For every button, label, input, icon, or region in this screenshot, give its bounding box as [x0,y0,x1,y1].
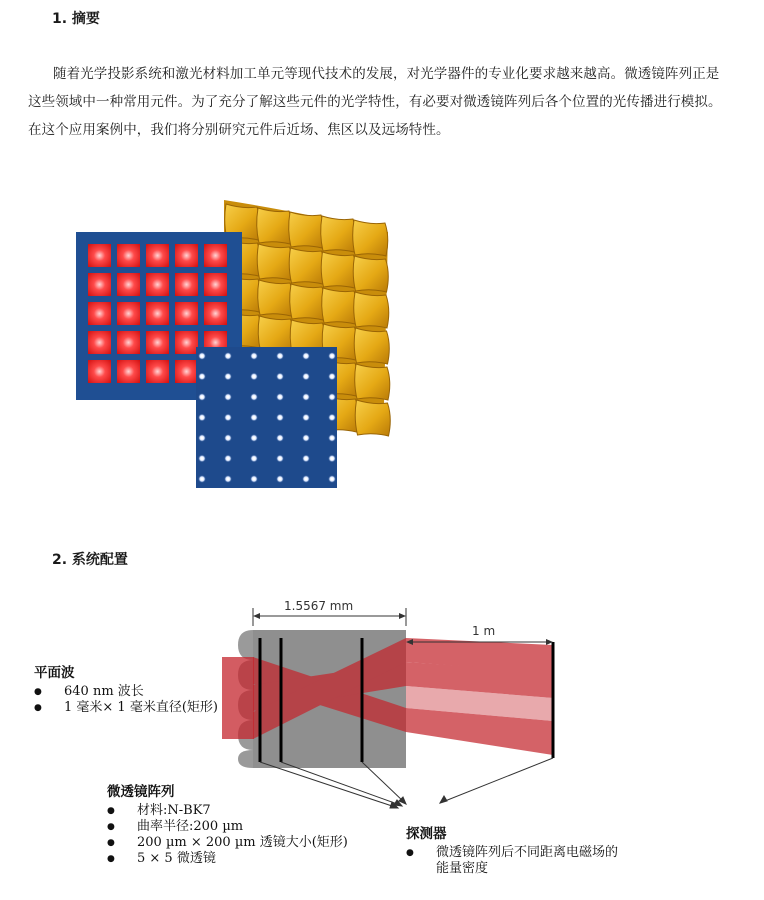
microlens-cell [290,284,325,320]
far-field-dot-core [253,416,256,419]
distance-label: 1 m [472,624,496,638]
far-field-dot-core [279,396,282,399]
near-field-cell [117,302,140,325]
far-field-dot-core [201,375,204,378]
near-field-cell [175,244,198,267]
microlens-cell [257,244,292,280]
far-field-dot-core [331,478,334,481]
microlens-cell [289,248,324,284]
near-field-cell [88,302,111,325]
mla-annotation [107,780,348,867]
far-field-dot-core [227,396,230,399]
far-field-dot-core [279,457,282,460]
microlens-cell [257,208,292,244]
mla-item: ● 材料:N-BK7 [107,803,348,819]
far-field-dot-core [279,478,282,481]
far-field-dot-core [305,457,308,460]
far-field-dot-core [227,355,230,358]
plane-wave-item: ● 1 毫米× 1 毫米直径(矩形) [34,700,249,716]
mla-title: 微透镜阵列 [107,784,175,800]
far-field-pattern [196,347,337,488]
near-field-cell [88,331,111,354]
section-1-heading: 1. 摘要 [52,11,100,27]
far-field-dot-core [279,375,282,378]
far-field-dot-core [201,416,204,419]
near-field-cell [175,331,198,354]
detector-annotation [406,822,626,877]
far-field-dot-core [305,478,308,481]
far-field-dot-core [331,396,334,399]
microlens-cell [321,252,356,288]
far-field-dot-core [227,416,230,419]
microlens-cell [355,364,390,400]
far-field-dot-core [305,396,308,399]
far-field-dot-core [279,355,282,358]
microlens-cell [354,292,389,328]
near-field-cell [88,273,111,296]
mla-item: ● 5 × 5 微透镜 [107,851,348,867]
far-field-dot-core [305,437,308,440]
mla-item: ● 曲率半径:200 µm [107,819,348,835]
microlens-cell [289,212,324,248]
microlens-illustration [0,190,764,500]
near-field-cell [204,273,227,296]
far-field-dot-core [279,437,282,440]
near-field-cell [88,360,111,383]
near-field-cell [204,244,227,267]
far-field-dot-core [331,416,334,419]
far-field-dot-core [227,437,230,440]
near-field-cell [175,302,198,325]
near-field-cell [146,360,169,383]
far-field-dot-core [253,355,256,358]
far-field-dot-core [279,416,282,419]
microlens-cell [321,216,356,252]
length-label: 1.5567 mm [284,599,354,613]
far-field-dot-core [253,375,256,378]
far-field-dot-core [305,416,308,419]
near-field-cell [117,331,140,354]
detector-title: 探测器 [406,826,447,842]
length-dimension [253,599,406,626]
plane-wave-annotation [34,661,249,716]
far-field-dot-core [201,457,204,460]
near-field-cell [88,244,111,267]
far-field-dot-core [253,437,256,440]
far-field-dot-core [331,457,334,460]
plane-wave-title: 平面波 [34,665,75,681]
far-field-dot-core [331,375,334,378]
near-field-cell [204,302,227,325]
microlens-cell [355,400,390,436]
far-field-dot-core [305,375,308,378]
far-field-dot-core [201,355,204,358]
far-field-dot-core [201,437,204,440]
far-field-dot-core [331,355,334,358]
near-field-cell [117,273,140,296]
near-field-cell [117,244,140,267]
near-field-cell [146,273,169,296]
far-field-dot-core [227,478,230,481]
near-field-cell [175,360,198,383]
abstract-paragraph: 随着光学投影系统和激光材料加工单元等现代技术的发展，对光学器件的专业化要求越来越高。微透镜阵列正是这些领域中一种常用元件。为了充分了解这些元件的光学特性，有必要对微透镜阵列后各个位置的光传播进行模拟。在这个应用案例中，我们将分别研究元件后近场、焦区以及远场特性。 [28,66,722,138]
far-field-dot-core [201,478,204,481]
microlens-cell [353,256,388,292]
section-2-heading: 2. 系统配置 [52,552,128,568]
detector-item: ● 微透镜阵列后不同距离电磁场的能量密度 [406,845,626,877]
far-field-dot-core [253,478,256,481]
microlens-cell [322,288,357,324]
plane-wave-item: ● 640 nm 波长 [34,684,249,700]
far-field-dot-core [331,437,334,440]
near-field-cell [146,302,169,325]
near-field-cell [146,244,169,267]
microlens-cell [354,328,389,364]
far-field-dot-core [227,457,230,460]
microlens-cell [258,280,293,316]
far-field-dot-core [253,457,256,460]
far-field-dot-core [201,396,204,399]
far-field-dot-core [253,396,256,399]
near-field-cell [117,360,140,383]
near-field-cell [146,331,169,354]
microlens-cell [258,316,293,352]
far-field-dot-core [305,355,308,358]
near-field-cell [175,273,198,296]
mla-item: ● 200 µm × 200 µm 透镜大小(矩形) [107,835,348,851]
distance-dimension [406,624,553,645]
microlens-cell [353,220,388,256]
far-field-dot-core [227,375,230,378]
